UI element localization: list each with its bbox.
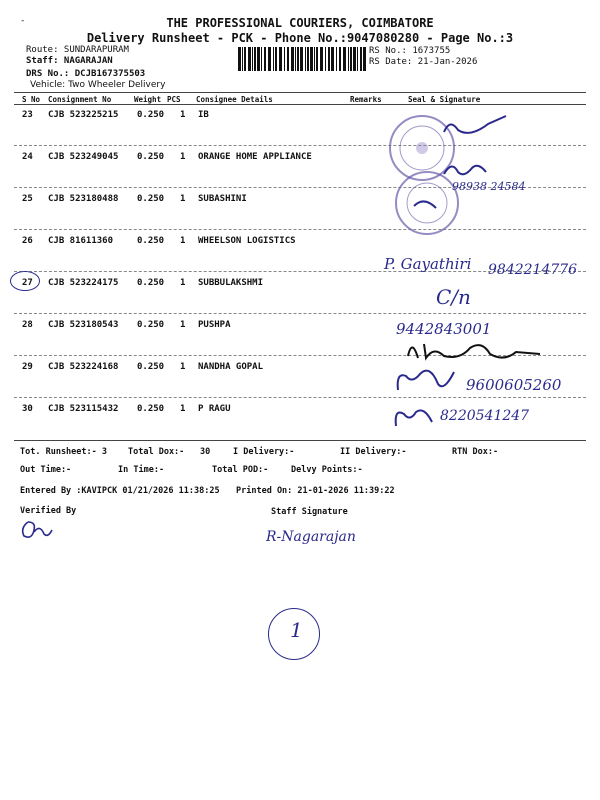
table-row — [14, 272, 586, 314]
footer-tot-runsheet: Tot. Runsheet:- 3 — [20, 447, 107, 457]
cell-weight: 0.250 — [137, 152, 165, 162]
cell-weight: 0.250 — [137, 236, 165, 246]
barcode-image — [238, 47, 366, 71]
barcode-bar — [273, 47, 274, 71]
cell-sno: 23 — [22, 110, 33, 120]
barcode-bar — [287, 47, 289, 71]
staff-signature-label: Staff Signature — [271, 507, 348, 517]
barcode-bar — [291, 47, 294, 71]
signature-row23 — [440, 112, 510, 140]
cell-pcs: 1 — [180, 152, 186, 162]
cell-sno: 29 — [22, 362, 33, 372]
cell-consignment: CJB 523225215 — [48, 110, 119, 120]
barcode-bar — [331, 47, 334, 71]
cell-consignment: CJB 81611360 — [48, 236, 114, 246]
signature-row30 — [390, 404, 440, 432]
barcode-bar — [268, 47, 271, 71]
barcode-bar — [264, 47, 266, 71]
barcode-bar — [343, 47, 346, 71]
sno-27-circle — [10, 271, 40, 291]
staff-signature-handwriting: R-Nagarajan — [266, 529, 356, 545]
signature-row29 — [392, 364, 462, 396]
footer-rtn-dox: RTN Dox:- — [452, 447, 499, 457]
barcode-bar — [305, 47, 306, 71]
cell-consignee: WHEELSON LOGISTICS — [198, 236, 296, 246]
cell-sno: 27 — [22, 278, 33, 288]
barcode-bar — [261, 47, 262, 71]
cell-sno: 26 — [22, 236, 33, 246]
entered-by: Entered By :KAVIPCK 01/21/2026 11:38:25 — [20, 486, 220, 496]
barcode-bar — [275, 47, 277, 71]
cell-consignment: CJB 523115432 — [48, 404, 119, 414]
barcode-bar — [254, 47, 256, 71]
col-consignee: Consignee Details — [196, 95, 273, 104]
col-pcs: PCS — [167, 95, 181, 104]
signature-row24 — [440, 158, 500, 180]
barcode-bar — [248, 47, 251, 71]
rs-date: RS Date: 21-Jan-2026 — [369, 57, 478, 67]
barcode-bar — [242, 47, 243, 71]
company-title: THE PROFESSIONAL COURIERS, COIMBATORE — [166, 16, 434, 30]
footer-i-delivery: I Delivery:- — [233, 447, 295, 457]
cell-pcs: 1 — [180, 194, 186, 204]
cell-weight: 0.250 — [137, 194, 165, 204]
col-sno: S No — [22, 95, 41, 104]
cell-weight: 0.250 — [137, 362, 165, 372]
cell-consignee: ORANGE HOME APPLIANCE — [198, 152, 312, 162]
cell-consignee: NANDHA GOPAL — [198, 362, 264, 372]
footer-out-time: Out Time:- — [20, 465, 72, 475]
rs-number: RS No.: 1673755 — [369, 46, 451, 56]
cell-weight: 0.250 — [137, 278, 165, 288]
barcode-bar — [257, 47, 260, 71]
cell-consignment: CJB 523180543 — [48, 320, 119, 330]
cell-consignee: SUBBULAKSHMI — [198, 278, 264, 288]
barcode-bar — [328, 47, 330, 71]
footer-total-dox-value: 30 — [200, 447, 211, 457]
cell-pcs: 1 — [180, 404, 186, 414]
verified-by-label: Verified By — [20, 506, 77, 516]
col-consignment: Consignment No — [48, 95, 112, 104]
page-number-mark: 1 — [290, 618, 303, 642]
barcode-bar — [279, 47, 282, 71]
barcode-bar — [295, 47, 296, 71]
barcode-bar — [284, 47, 285, 71]
handwriting-row26-phone: 9842214776 — [488, 262, 578, 278]
footer-ii-delivery: II Delivery:- — [340, 447, 407, 457]
cell-pcs: 1 — [180, 110, 186, 120]
handwriting-row29: 9600605260 — [466, 376, 562, 394]
cell-pcs: 1 — [180, 278, 186, 288]
col-weight: Weight — [134, 95, 162, 104]
cell-consignee: PUSHPA — [198, 320, 231, 330]
cell-sno: 30 — [22, 404, 33, 414]
barcode-bar — [307, 47, 309, 71]
handwriting-row28: 9442843001 — [396, 320, 492, 338]
cell-consignee: IB — [198, 110, 209, 120]
signature-row28 — [404, 336, 544, 364]
barcode-bar — [244, 47, 246, 71]
cell-sno: 24 — [22, 152, 33, 162]
barcode-bar — [350, 47, 352, 71]
vehicle-text: Vehicle: Two Wheeler Delivery — [30, 80, 166, 90]
handwriting-row27: C/n — [436, 285, 471, 309]
barcode-bar — [360, 47, 362, 71]
cell-consignment: CJB 523180488 — [48, 194, 119, 204]
cell-weight: 0.250 — [137, 320, 165, 330]
barcode-bar — [252, 47, 253, 71]
barcode-bar — [357, 47, 358, 71]
barcode-bar — [310, 47, 313, 71]
cell-sno: 25 — [22, 194, 33, 204]
staff-text: Staff: NAGARAJAN — [26, 56, 113, 66]
footer-total-dox: Total Dox:- — [128, 447, 185, 457]
barcode-bar — [353, 47, 356, 71]
footer-delvy-points: Delvy Points:- — [291, 465, 363, 475]
route-text: Route: SUNDARAPURAM — [26, 45, 129, 55]
barcode-bar — [316, 47, 318, 71]
barcode-bar — [320, 47, 323, 71]
cell-pcs: 1 — [180, 320, 186, 330]
handwriting-row30: 8220541247 — [440, 408, 530, 424]
cell-consignee: P RAGU — [198, 404, 231, 414]
table-row — [14, 188, 586, 230]
cell-consignment: CJB 523224168 — [48, 362, 119, 372]
barcode-bar — [297, 47, 299, 71]
handwriting-row26-name: P. Gayathiri — [384, 255, 472, 273]
barcode-bar — [363, 47, 366, 71]
cell-sno: 28 — [22, 320, 33, 330]
barcode-bar — [348, 47, 349, 71]
col-remarks: Remarks — [350, 95, 382, 104]
cell-pcs: 1 — [180, 362, 186, 372]
runsheet-subtitle: Delivery Runsheet - PCK - Phone No.:9047080280 - Page No.:3 — [86, 31, 514, 45]
cell-consignment: CJB 523224175 — [48, 278, 119, 288]
table-bottom-rule — [14, 440, 586, 441]
cell-consignee: SUBASHINI — [198, 194, 247, 204]
barcode-bar — [238, 47, 241, 71]
table-top-rule — [14, 92, 586, 93]
barcode-bar — [336, 47, 337, 71]
col-seal: Seal & Signature — [408, 95, 481, 104]
cell-pcs: 1 — [180, 236, 186, 246]
handwriting-row24: 98938 24584 — [452, 180, 526, 193]
cell-weight: 0.250 — [137, 404, 165, 414]
drs-number: DRS No.: DCJB167375503 — [26, 69, 146, 79]
corner-mark: - — [20, 16, 26, 26]
barcode-bar — [325, 47, 326, 71]
cell-consignment: CJB 523249045 — [48, 152, 119, 162]
cell-weight: 0.250 — [137, 110, 165, 120]
footer-total-pod: Total POD:- — [212, 465, 269, 475]
barcode-bar — [339, 47, 341, 71]
verified-by-signature — [18, 518, 54, 542]
barcode-bar — [300, 47, 303, 71]
barcode-bar — [314, 47, 315, 71]
printed-on: Printed On: 21-01-2026 11:39:22 — [236, 486, 395, 496]
footer-in-time: In Time:- — [118, 465, 165, 475]
